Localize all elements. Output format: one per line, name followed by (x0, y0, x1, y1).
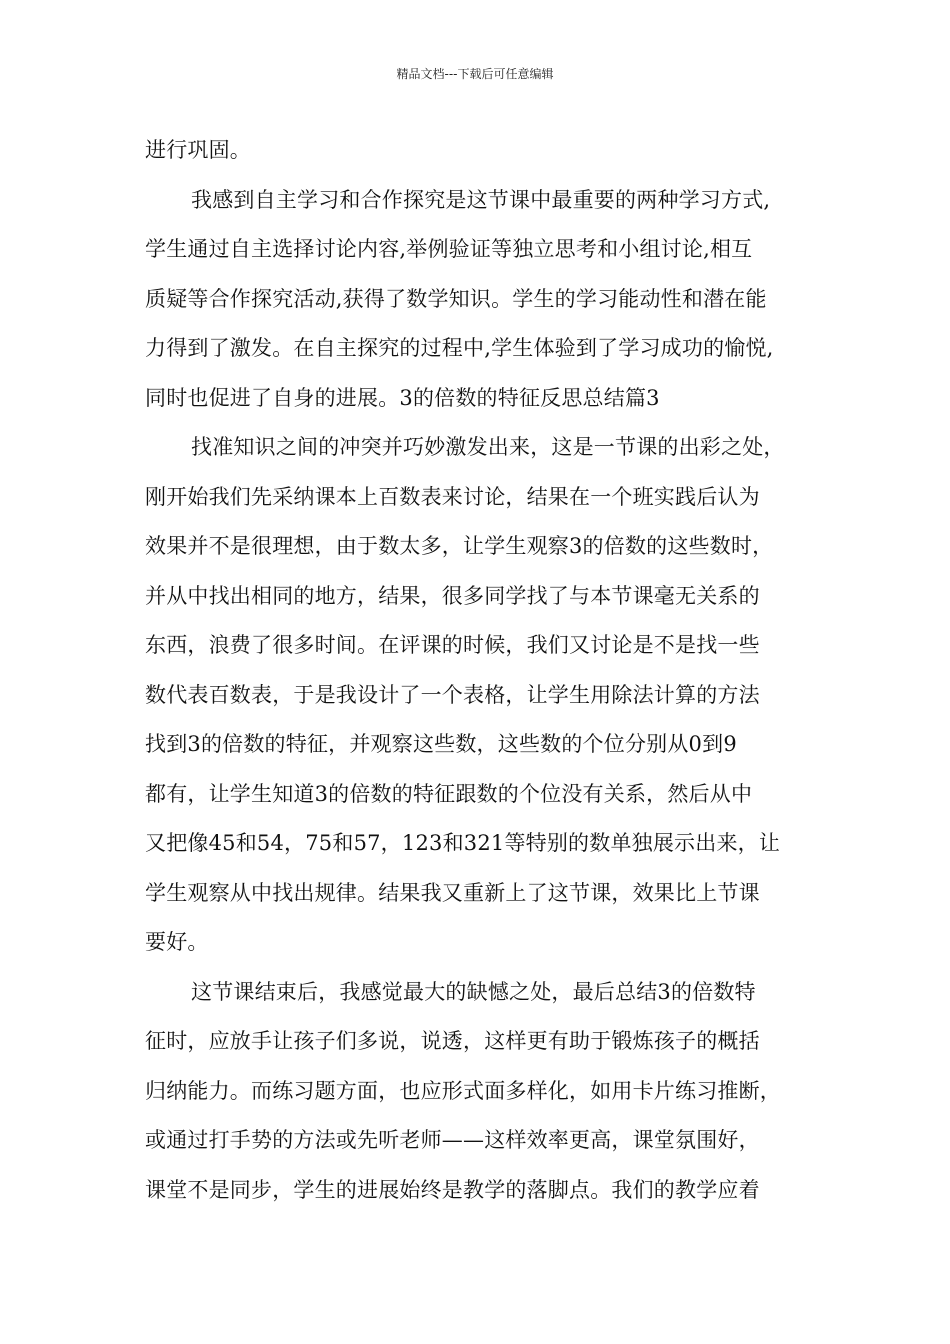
text-line: 或通过打手势的方法或先听老师——这样效率更高，课堂氛围好， (145, 1128, 760, 1152)
text-line: 找准知识之间的冲突并巧妙激发出来，这是一节课的出彩之处， (191, 435, 785, 459)
text-line: 要好。 (145, 930, 209, 954)
text-line: 质疑等合作探究活动,获得了数学知识。学生的学习能动性和潜在能 (145, 286, 767, 311)
text-line: 这节课结束后，我感觉最大的缺憾之处，最后总结3的倍数特 (191, 979, 756, 1004)
text-line: 学生通过自主选择讨论内容,举例验证等独立思考和小组讨论,相互 (145, 237, 753, 261)
text-line: 课堂不是同步，学生的进展始终是教学的落脚点。我们的教学应着 (145, 1177, 760, 1202)
text-line: 归纳能力。而练习题方面，也应形式面多样化，如用卡片练习推断， (145, 1078, 781, 1103)
text-line: 数代表百数表，于是我设计了一个表格，让学生用除法计算的方法 (145, 682, 760, 707)
text-line: 我感到自主学习和合作探究是这节课中最重要的两种学习方式, (191, 187, 771, 212)
text-line: 学生观察从中找出规律。结果我又重新上了这节课，效果比上节课 (145, 880, 760, 905)
text-line: 都有，让学生知道3的倍数的特征跟数的个位没有关系，然后从中 (145, 781, 753, 806)
text-line: 征时，应放手让孩子们多说，说透，这样更有助于锻炼孩子的概括 (145, 1029, 760, 1053)
text-line: 效果并不是很理想，由于数太多，让学生观察3的倍数的这些数时， (145, 534, 774, 558)
text-line: 刚开始我们先采纳课本上百数表来讨论，结果在一个班实践后认为 (145, 484, 760, 509)
text-line: 力得到了激发。在自主探究的过程中,学生体验到了学习成功的愉悦, (145, 336, 774, 360)
document-body (145, 126, 810, 1215)
text-line: 进行巩固。 (145, 138, 251, 162)
text-line: 并从中找出相同的地方，结果，很多同学找了与本节课毫无关系的 (145, 583, 760, 608)
text-line: 东西，浪费了很多时间。在评课的时候，我们又讨论是不是找一些 (145, 633, 760, 657)
text-line: 又把像45和54，75和57，123和321等特别的数单独展示出来，让 (145, 831, 781, 855)
text-line: 找到3的倍数的特征，并观察这些数，这些数的个位分别从0到9 (145, 732, 737, 756)
page-header: 精品文档---下载后可任意编辑 (396, 67, 554, 81)
text-line: 同时也促进了自身的进展。3的倍数的特征反思总结篇3 (145, 385, 660, 410)
